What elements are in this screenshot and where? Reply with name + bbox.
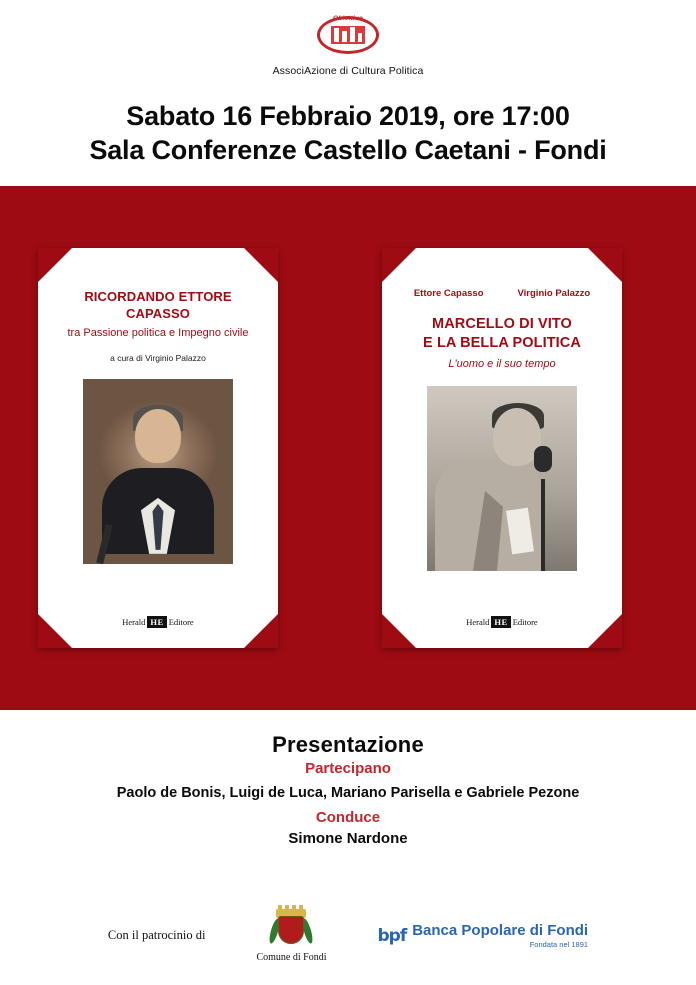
logo-bar-icon	[342, 31, 347, 42]
event-title-block	[0, 99, 696, 168]
photo-microphone	[534, 446, 552, 472]
book-right-publisher	[382, 616, 622, 628]
logo-bar-icon	[358, 33, 362, 42]
book-left-credit: a cura di Virginio Palazzo	[110, 352, 206, 363]
publisher-badge: HE	[147, 616, 166, 628]
conduce-label: Conduce	[315, 808, 381, 826]
event-venue-line: Sala Conferenze Castello Caetani - Fondi	[89, 135, 607, 166]
event-date-line: Sabato 16 Febbraio 2019, ore 17:00	[126, 101, 570, 131]
poster-footer	[0, 908, 696, 963]
book-right-authors	[400, 288, 604, 299]
book-left-subtitle: tra Passione politica e Impegno civile	[67, 326, 249, 339]
book-right-author-left: Ettore Capasso	[413, 287, 484, 299]
book-right-title-line2: E LA BELLA POLITICA	[423, 334, 581, 351]
patrocinio-label: Con il patrocinio di	[107, 928, 206, 942]
bank-mark-icon: bpf	[377, 925, 407, 946]
red-banner	[0, 186, 696, 710]
logo-text-top: Obiettivo	[333, 15, 363, 22]
partecipano-label: Partecipano	[305, 759, 391, 777]
book-left-title: RICORDANDO ETTORE CAPASSO	[84, 288, 232, 321]
book-right-photo	[427, 386, 577, 571]
moderator-name: Simone Nardone	[288, 829, 408, 847]
association-name: AssociAzione di Cultura Politica	[272, 65, 424, 77]
book-cover-left	[38, 248, 278, 648]
book-cover-right	[382, 248, 622, 648]
logo-text-bottom: COMUNE	[333, 45, 363, 51]
publisher-badge: HE	[491, 616, 510, 628]
poster-header	[0, 0, 696, 77]
book-right-title-line1: MARCELLO DI VITO	[432, 315, 572, 332]
photo-microphone-stand	[541, 479, 545, 571]
book-left-photo	[83, 379, 233, 564]
logo-bar-icon	[334, 28, 339, 42]
comune-crest-icon	[273, 908, 309, 950]
participants-list: Paolo de Bonis, Luigi de Luca, Mariano Parisella e Gabriele Pezone	[116, 784, 580, 801]
book-left-publisher	[38, 616, 278, 628]
book-right-author-right: Virginio Palazzo	[517, 287, 591, 299]
logo-bar-icon	[350, 27, 355, 42]
publisher-name: Herald	[466, 616, 490, 627]
publisher-name: Herald	[122, 616, 146, 627]
comune-di-fondi-block	[239, 908, 343, 963]
banca-popolare-di-fondi-logo	[377, 922, 588, 949]
comune-label: Comune di Fondi	[256, 952, 327, 963]
photo-figure-head	[135, 409, 181, 463]
association-logo	[317, 14, 379, 56]
publisher-suffix: Editore	[512, 616, 538, 627]
bank-name: Banca Popolare di Fondi	[412, 922, 589, 939]
presentation-title: Presentazione	[272, 731, 424, 757]
book-right-subtitle: L'uomo e il suo tempo	[448, 357, 556, 370]
presentation-block	[0, 732, 696, 847]
publisher-suffix: Editore	[168, 616, 194, 627]
crest-shield-icon	[278, 916, 304, 944]
bank-founded-year: Fondata nel 1891	[529, 940, 589, 949]
